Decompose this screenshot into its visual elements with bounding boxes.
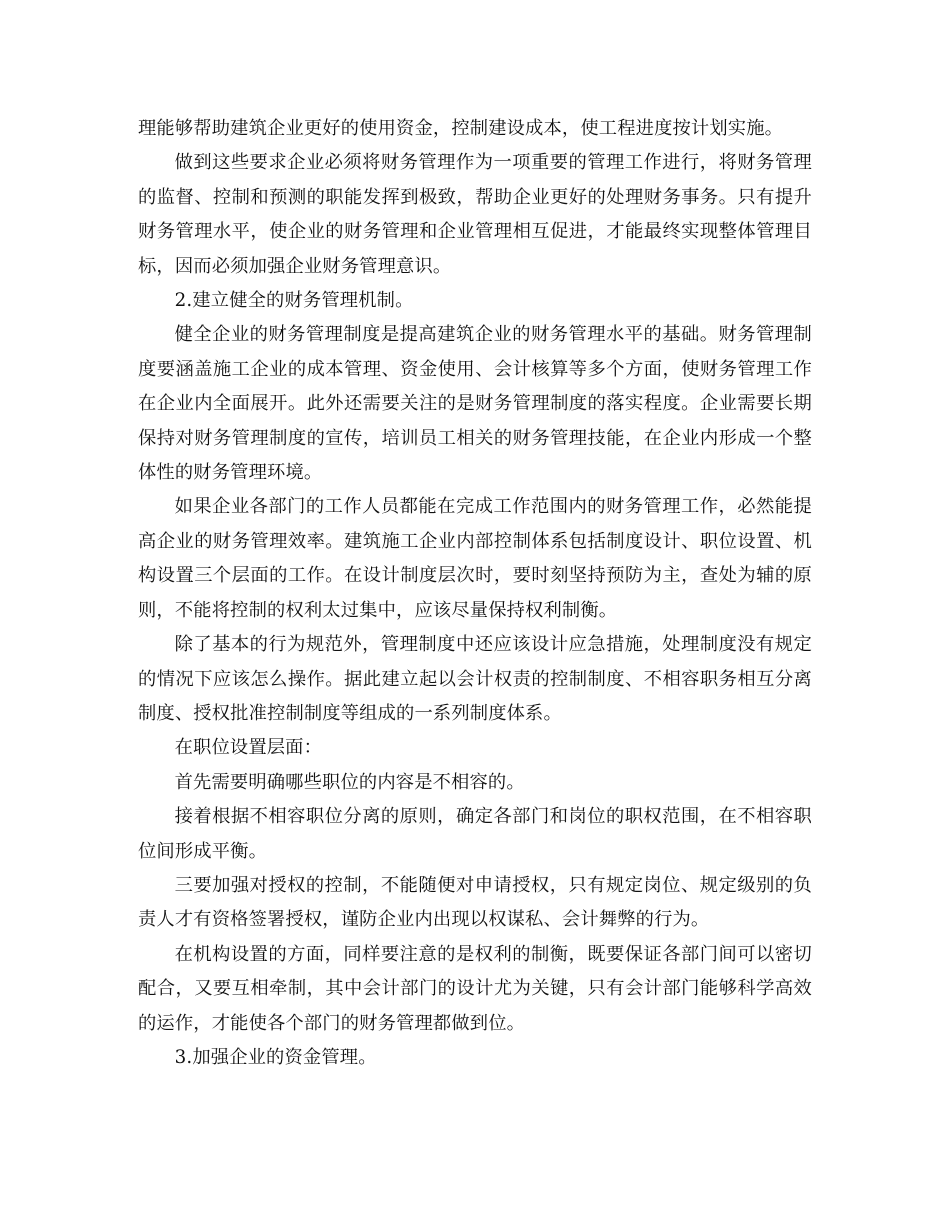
paragraph-third-step: 三要加强对授权的控制，不能随便对申请授权，只有规定岗位、规定级别的负责人才有资格签署授权，谨防企业内出现以权谋私、会计舞弊的行为。 <box>138 874 812 931</box>
paragraph-second-step: 接着根据不相容职位分离的原则，确定各部门和岗位的职权范围，在不相容职位间形成平衡。 <box>138 806 812 862</box>
paragraph-emergency-measures: 除了基本的行为规范外，管理制度中还应该设计应急措施，处理制度没有规定的情况下应该怎么操作。据此建立起以会计权责的控制制度、不相容职务相互分离制度、授权批准控制制度等组成的一系列制度体系。 <box>138 634 812 724</box>
paragraph-organization-setup: 在机构设置的方面，同样要注意的是权利的制衡，既要保证各部门间可以密切配合，又要互相牵制，其中会计部门的设计尤为关键，只有会计部门能够科学高效的运作，才能使各个部门的财务管理都做到位。 <box>138 943 812 1034</box>
paragraph-first-step: 首先需要明确哪些职位的内容是不相容的。 <box>174 771 525 793</box>
paragraph-position-level: 在职位设置层面： <box>174 737 323 759</box>
section-heading-2: 2.建立健全的财务管理机制。 <box>174 290 414 312</box>
paragraph-financial-awareness: 做到这些要求企业必须将财务管理作为一项重要的管理工作进行，将财务管理的监督、控制和预测的职能发挥到极致，帮助企业更好的处理财务事务。只有提升财务管理水平，使企业的财务管理和企业管理相互促进，才能最终实现整体管理目标，因而必须加强企业财务管理意识。 <box>138 152 812 277</box>
section-heading-3: 3.加强企业的资金管理。 <box>174 1046 377 1068</box>
paragraph-internal-control: 如果企业各部门的工作人员都能在完成工作范围内的财务管理工作，必然能提高企业的财务管理效率。建筑施工企业内部控制体系包括制度设计、职位设置、机构设置三个层面的工作。在设计制度层次时，要时刻坚持预防为主，查处为辅的原则，不能将控制的权利太过集中，应该尽量保持权利制衡。 <box>138 496 812 621</box>
paragraph-management-system: 健全企业的财务管理制度是提高建筑企业的财务管理水平的基础。财务管理制度要涵盖施工企业的成本管理、资金使用、会计核算等多个方面，使财务管理工作在企业内全面展开。此外还需要关注的是财务管理制度的落实程度。企业需要长期保持对财务管理制度的宣传，培训员工相关的财务管理技能，在企业内形成一个整体性的财务管理环境。 <box>138 324 812 484</box>
document-body <box>138 112 812 1075</box>
paragraph-continuation: 理能够帮助建筑企业更好的使用资金，控制建设成本，使工程进度按计划实施。 <box>138 118 784 139</box>
